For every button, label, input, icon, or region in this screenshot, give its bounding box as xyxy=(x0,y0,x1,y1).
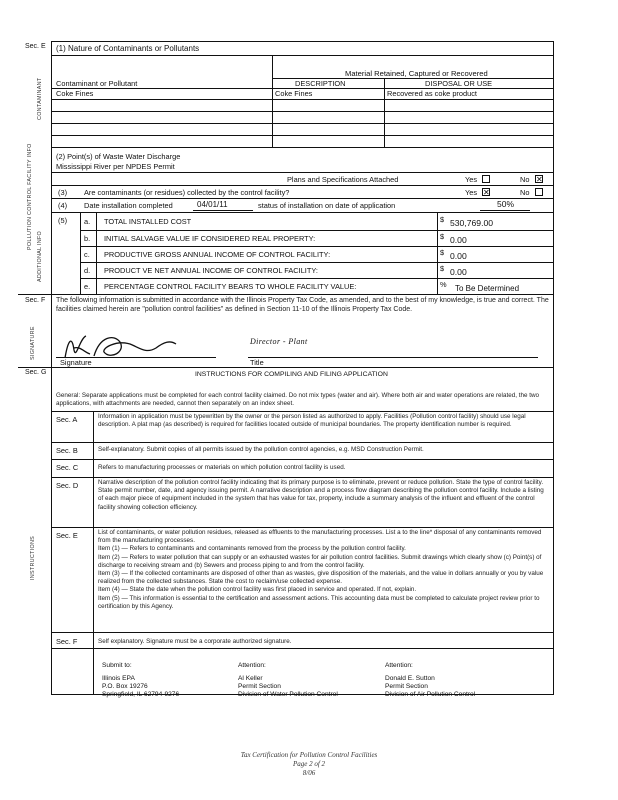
cost-value-e[interactable]: To Be Determined xyxy=(455,284,520,293)
instruction-rule xyxy=(51,527,554,528)
row1-disposal[interactable]: Recovered as coke product xyxy=(387,89,477,98)
instruction-tag-a: Sec. A xyxy=(56,415,78,424)
q3-number: (3) xyxy=(58,188,68,197)
attention-label-2: Attention: xyxy=(385,662,413,669)
footer-date: 8/06 xyxy=(302,769,316,777)
q5-text-col xyxy=(96,212,97,294)
table-row-rule xyxy=(51,123,554,124)
cost-rule xyxy=(80,246,554,247)
address-1-line-3: Springfield, IL 62794-9276 xyxy=(102,691,180,698)
col-disposal: DISPOSAL OR USE xyxy=(425,79,493,88)
q1-underline xyxy=(51,55,554,56)
cost-text-c: PRODUCTIVE GROSS ANNUAL INCOME OF CONTROL FACILITY: xyxy=(104,250,331,259)
section-f-side-label: SIGNATURE xyxy=(30,326,36,360)
instruction-rule xyxy=(51,411,554,412)
cost-value-a[interactable]: 530,769.00 xyxy=(450,218,494,228)
section-f-tag: Sec. F xyxy=(25,297,46,304)
submit-to-label: Submit to: xyxy=(102,662,132,669)
section-e-tag: Sec. E xyxy=(25,43,46,50)
plans-no-label: No xyxy=(520,175,530,184)
instruction-tag-d: Sec. D xyxy=(56,481,79,490)
signature-label: Signature xyxy=(60,358,92,367)
section-e-side-label-contaminant: CONTAMINANT xyxy=(37,77,43,120)
address-1-line-2: P.O. Box 19276 xyxy=(102,683,148,690)
cost-letter-c: c. xyxy=(84,250,90,259)
address-2-line-1: Al Keller xyxy=(238,675,263,682)
left-column-divider xyxy=(51,41,52,695)
cost-sign-c: $ xyxy=(440,248,445,257)
q4-date[interactable]: 04/01/11 xyxy=(197,200,228,209)
section-e-side-label: POLLUTION CONTROL FACILITY INFO xyxy=(27,143,33,250)
address-3-line-1: Donald E. Sutton xyxy=(385,675,435,682)
certification-statement: The following information is submitted in accordance with the Illinois Property Tax Code, as amended, and to the best of my knowledge, is true and correct. The facilities claimed herein are "pollution control facilities" as defined in Section 11-10 of the Illinois Property Tax Code. xyxy=(56,297,549,313)
address-2-line-2: Permit Section xyxy=(238,683,281,690)
footer-title: Tax Certification for Pollution Control Facilities xyxy=(240,751,378,759)
instruction-rule xyxy=(51,477,554,478)
plans-yes-checkbox[interactable] xyxy=(482,175,490,183)
table-row-rule xyxy=(51,99,554,100)
instructions-heading: INSTRUCTIONS FOR COMPILING AND FILING APPLICATION xyxy=(195,371,388,378)
q3-no-checkbox[interactable] xyxy=(535,188,543,196)
table-col-line xyxy=(384,78,385,147)
cost-text-a: TOTAL INSTALLED COST xyxy=(104,217,192,226)
instruction-tag-col xyxy=(93,411,94,695)
q2-rule xyxy=(51,172,554,173)
instruction-tag-c: Sec. C xyxy=(56,463,79,472)
q5-number: (5) xyxy=(58,216,68,225)
instruction-rule xyxy=(51,442,554,443)
attention-label-1: Attention: xyxy=(238,662,266,669)
cost-text-e: PERCENTAGE CONTROL FACILITY BEARS TO WHOLE FACILITY VALUE: xyxy=(104,282,357,291)
cost-sign-b: $ xyxy=(440,232,445,241)
q5-value-col xyxy=(437,212,438,294)
q4-rule xyxy=(51,212,554,213)
cost-sign-e: % xyxy=(440,280,447,289)
q3-no-label: No xyxy=(520,188,530,197)
plans-rule xyxy=(51,185,554,186)
address-1-line-1: Illinois EPA xyxy=(102,675,135,682)
cost-sign-a: $ xyxy=(440,215,445,224)
cost-rule xyxy=(80,230,554,231)
table-row-rule xyxy=(51,111,554,112)
instruction-rule xyxy=(51,632,554,633)
instruction-text-d: Narrative description of the pollution control facility indicating that its primary purpose is to eliminate, prevent or reduce pollution. State the type of control facility. State permit number, date, and agency issuing permit. A narrative description and a process flow diagram describing the pollution control facility. Include a listing of each major piece of equipment included in the system that has value for tax, property, include a summary analysis of the influent and effluent of the control facility showing collection efficiency. xyxy=(98,479,544,511)
instructions-general: General: Separate applications must be completed for each control facility claimed. Do not mix types (water and air). Where both air and water operations are related, the two applications, with attachments are needed, cannot then separately on an index sheet. xyxy=(56,392,540,408)
q3-rule xyxy=(51,198,554,199)
instruction-rule xyxy=(51,459,554,460)
cost-rule xyxy=(80,262,554,263)
instruction-rule xyxy=(51,648,554,649)
instruction-text-f: Self explanatory. Signature must be a corporate authorized signature. xyxy=(98,638,292,645)
cost-rule xyxy=(80,278,554,279)
plans-no-checkbox[interactable]: ✕ xyxy=(536,175,543,184)
plans-yes-label: Yes xyxy=(465,175,478,184)
table-col-line xyxy=(272,55,273,147)
address-3-line-3: Division of Air Pollution Control xyxy=(385,691,476,698)
q4-percent[interactable]: 50% xyxy=(497,199,515,209)
col-description: DESCRIPTION xyxy=(295,79,346,88)
cost-sign-d: $ xyxy=(440,264,445,273)
col-contaminant: Contaminant or Pollutant xyxy=(56,79,138,88)
section-e-side-label-additional: ADDITIONAL INFO xyxy=(37,230,43,282)
cost-letter-a: a. xyxy=(84,217,91,226)
cost-text-d: PRODUCT VE NET ANNUAL INCOME OF CONTROL FACILITY: xyxy=(104,266,318,275)
q2-title: (2) Point(s) of Waste Water Discharge xyxy=(56,152,181,161)
instruction-tag-e: Sec. E xyxy=(56,531,78,540)
instruction-text-c: Refers to manufacturing processes or materials on which pollution control facility is used. xyxy=(98,464,346,471)
q3-yes-checkbox[interactable]: ✕ xyxy=(483,188,490,197)
section-g-side-label: INSTRUCTIONS xyxy=(30,535,36,580)
instruction-text-e: List of contaminants, or water pollution residues, released as effluents to the manufacturing processes. List a to the line* disposal of any contaminants removed from the manufacturing processes. Item (1) — Refers to contaminants and contaminants removed from the process by the pollution control facility. Item (2) — Refers to water pollution that can supply or an exhausted wastes for air pollution control facilities. Submit drawings which clearly show (c) Point(s) of discharge to receiving stream and (b) Sewers and process piping to and from the control facility. Item (3) — If the collected contaminants are disposed of other than as wastes, give disposition of the materials, and the value in dollars annually or you by value realized from the collected substances. State the cost to reclaim/use collected expense. Item (4) — State the date when the pollution control facility was first placed in service and operated. If not, explain. Item (5) — This information is essential to the certification and assessment actions. This accounting data must be completed to calculate project review prior to certification by this Agency. xyxy=(98,529,544,610)
title-rule xyxy=(248,357,538,358)
instruction-text-a: Information in application must be typewritten by the owner or the person listed as authorized to apply. Facilities (Pollution control facility) should use legal description. A plat map (as described) is required for facilities located outside of municipal boundaries. The property identification number is required. xyxy=(98,413,526,429)
cost-value-c[interactable]: 0.00 xyxy=(450,251,467,261)
row1-description[interactable]: Coke Fines xyxy=(275,89,313,98)
q4-date-underline xyxy=(193,210,253,211)
material-header: Material Retained, Captured or Recovered xyxy=(345,69,488,78)
q3-yes-label: Yes xyxy=(465,188,478,197)
footer-page: Page 2 of 2 xyxy=(292,760,326,768)
instruction-tag-b: Sec. B xyxy=(56,446,78,455)
address-3-line-2: Permit Section xyxy=(385,683,428,690)
q4-percent-underline xyxy=(480,210,530,211)
cost-text-b: INITIAL SALVAGE VALUE IF CONSIDERED REAL PROPERTY: xyxy=(104,234,316,243)
section-g-divider xyxy=(18,367,554,368)
instruction-text-b: Self-explanatory. Submit copies of all permits issued by the pollution control agencies, e.g. MSD Construction Permit. xyxy=(98,446,424,453)
q2-value[interactable]: Mississippi River per NPDES Permit xyxy=(56,162,175,171)
section-g-tag: Sec. G xyxy=(25,369,47,376)
address-2-line-3: Division of Water Pollution Control xyxy=(238,691,338,698)
table-row-rule xyxy=(51,135,554,136)
instruction-tag-f: Sec. F xyxy=(56,637,78,646)
cost-value-d[interactable]: 0.00 xyxy=(450,267,467,277)
q5-letter-col xyxy=(80,212,81,294)
plans-label: Plans and Specifications Attached xyxy=(287,175,399,184)
cost-letter-e: e. xyxy=(84,282,91,291)
q1-title: (1) Nature of Contaminants or Pollutants xyxy=(56,44,200,53)
row1-contaminant[interactable]: Coke Fines xyxy=(56,89,94,98)
q4-text: Date installation completed xyxy=(84,201,173,210)
title-label: Title xyxy=(250,358,264,367)
cost-letter-b: b. xyxy=(84,234,91,243)
title-value[interactable]: Director - Plant xyxy=(250,337,308,346)
q4-status: status of installation on date of application xyxy=(258,201,396,210)
table-row-rule xyxy=(51,147,554,148)
q3-text: Are contaminants (or residues) collected by the control facility? xyxy=(84,188,290,197)
q4-number: (4) xyxy=(58,201,68,210)
cost-letter-d: d. xyxy=(84,266,91,275)
cost-value-b[interactable]: 0.00 xyxy=(450,235,467,245)
section-f-divider xyxy=(18,294,554,295)
